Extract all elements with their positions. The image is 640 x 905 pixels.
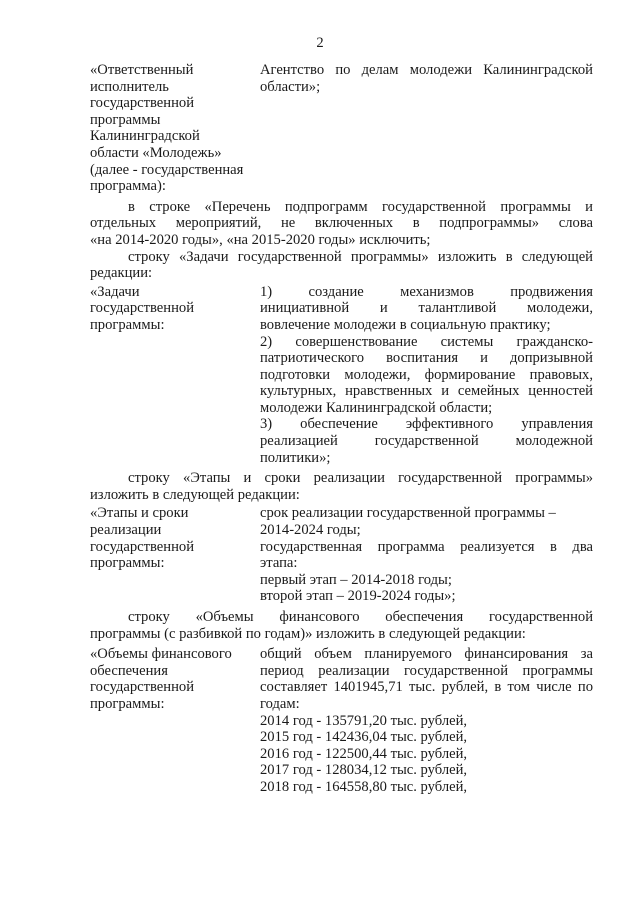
text-line: период реализации государственной программы [260,662,593,679]
row-stages [90,505,593,605]
paragraph-tasks [90,249,593,282]
text-line: «Этапы и сроки [90,505,189,522]
text-line: культурных, нравственных и семейных ценностей [260,383,593,400]
text-line: общий объем планируемого финансирования за [260,646,593,663]
text-line: 2014-2024 годы; [260,522,361,539]
text-line: 1) создание механизмов продвижения [260,283,593,300]
text-line: 2) совершенствование системы гражданско- [260,333,593,350]
text-line: программы: [90,695,165,712]
text-line: реализацией государственной молодежной [260,433,593,450]
text-line: «на 2014-2020 годы», «на 2015-2020 годы» исключить; [90,231,431,248]
text-line: исполнитель [90,78,169,95]
text-line: программы [90,111,161,128]
text-line: патриотического воспитания и допризывной [260,350,593,367]
text-line: Агентство по делам молодежи Калининградской [260,62,593,78]
text-line: «Задачи [90,283,140,300]
text-line: 2017 год - 128034,12 тыс. рублей, [260,762,468,779]
row-value [260,62,593,195]
row-value [260,646,593,795]
text-line: обеспечения [90,662,168,679]
text-line: «Ответственный [90,62,194,78]
text-line: «Объемы финансового [90,646,232,663]
text-line: государственной [90,538,195,555]
page-number: 2 [316,35,324,51]
row-label [90,505,260,605]
text-line: подготовки молодежи, формирование правовых, [260,366,593,383]
text-line: составляет 1401945,71 тыс. рублей, в том числе по [260,679,593,696]
text-line: политики»; [260,449,331,466]
text-line: строку «Объемы финансового обеспечения государственной [128,609,593,625]
text-line: государственной [90,679,195,696]
text-line: 2018 год - 164558,80 тыс. рублей, [260,778,468,795]
text-line: редакции: [90,265,153,282]
text-line: программы: [90,555,165,572]
text-line: (далее - государственная [90,161,244,178]
text-line: годам: [260,695,300,712]
row-tasks [90,284,593,467]
text-line: этапа: [260,555,298,572]
row-label [90,62,260,195]
text-line: 2014 год - 135791,20 тыс. рублей, [260,712,468,729]
text-line: строку «Задачи государственной программы» изложить в следующей [128,248,593,265]
text-line: области»; [260,78,321,95]
text-line: изложить в следующей редакции: [90,486,300,503]
text-line: вовлечение молодежи в социальную практику; [260,316,551,333]
row-label [90,646,260,795]
text-line: программы (с разбивкой по годам)» изложить в следующей редакции: [90,625,526,642]
row-value [260,505,593,605]
text-line: срок реализации государственной программы – [260,505,556,522]
text-line: 2016 год - 122500,44 тыс. рублей, [260,745,468,762]
row-label [90,284,260,467]
row-responsible-executor [90,62,593,195]
text-line: второй этап – 2019-2024 годы»; [260,588,456,605]
row-value [260,284,593,467]
text-line: программа): [90,178,166,195]
text-line: реализации [90,522,162,539]
text-line: в строке «Перечень подпрограмм государственной программы и [128,198,593,215]
paragraph-list-of-subprograms [90,199,593,249]
text-line: области «Молодежь» [90,144,222,161]
text-line: государственной [90,300,195,317]
text-line: программы: [90,316,165,333]
text-line: 3) обеспечение эффективного управления [260,416,593,433]
text-line: государственная программа реализуется в два [260,538,593,555]
text-line: Калининградской [90,128,200,145]
text-line: молодежи Калининградской области; [260,399,493,416]
row-financing [90,646,593,795]
paragraph-stages [90,470,593,503]
text-line: строку «Этапы и сроки реализации государственной программы» [128,470,593,487]
text-line: отдельных мероприятий, не включенных в подпрограммы» слова [90,215,593,232]
paragraph-financing [90,609,593,642]
text-line: 2015 год - 142436,04 тыс. рублей, [260,729,468,746]
text-line: государственной [90,95,195,112]
text-line: первый этап – 2014-2018 годы; [260,571,452,588]
document-body [90,62,593,796]
text-line: инициативной и талантливой молодежи, [260,300,593,317]
